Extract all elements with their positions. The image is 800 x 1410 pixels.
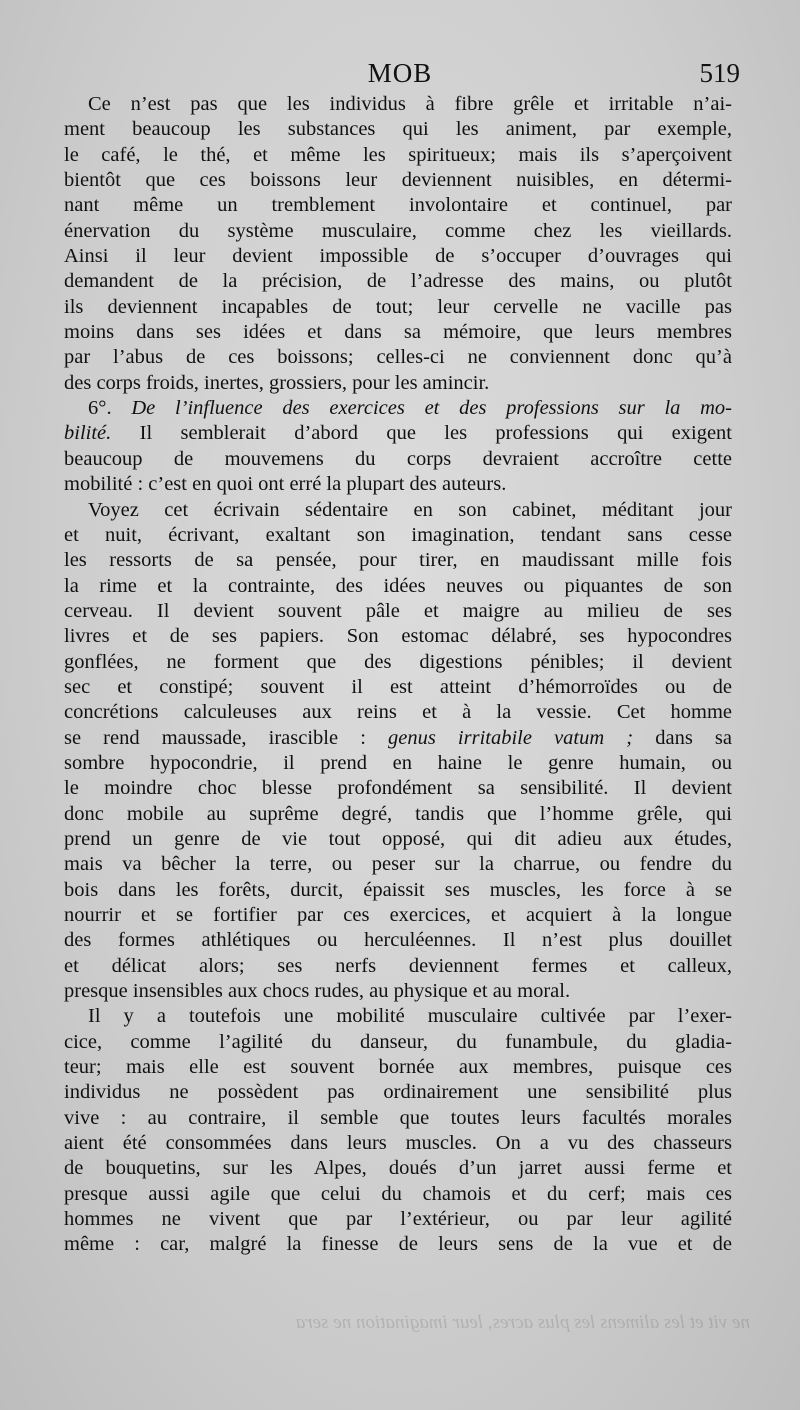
text-line: gonflées, ne forment que des digestions pénibles; il devient: [64, 650, 732, 673]
text-line: et délicat alors; ses nerfs deviennent fermes et calleux,: [64, 954, 732, 977]
text-line: sec et constipé; souvent il est atteint d’hémorroïdes ou de: [64, 675, 732, 698]
text-line: des corps froids, inertes, grossiers, pour les amincir.: [64, 371, 490, 394]
text-line: ment beaucoup les substances qui les animent, par exemple,: [64, 118, 732, 141]
text-line: ils deviennent incapables de tout; leur cervelle ne vacille pas: [64, 295, 732, 318]
text-line: demandent de la précision, de l’adresse des mains, ou plutôt: [64, 270, 732, 293]
text-line: Ce n’est pas que les individus à fibre grêle et irritable n’ai-: [88, 93, 732, 115]
text-line: donc mobile au suprême degré, tandis que l’homme grêle, qui: [64, 802, 732, 825]
latin-tail: dans sa: [633, 726, 732, 749]
text-line: moins dans ses idées et dans sa mémoire, que leurs membres: [64, 321, 732, 344]
text-line: beaucoup de mouvemens du corps devraient accroître cette: [64, 447, 732, 470]
text-line: des formes athlétiques ou herculéennes. Il n’est plus douillet: [64, 929, 732, 952]
text-line: hommes ne vivent que par l’extérieur, ou par leur agilité: [64, 1208, 732, 1231]
text-line: énervation du système musculaire, comme chez les vieillards.: [64, 219, 732, 242]
text-line: cerveau. Il devient souvent pâle et maigre au milieu de ses: [64, 599, 732, 622]
text-line: [64, 421, 732, 446]
text-line: individus ne possèdent pas ordinairement une sensibilité plus: [64, 1081, 732, 1104]
text-line: presque aussi agile que celui du chamois et du cerf; mais ces: [64, 1182, 732, 1205]
text-line: de bouquetins, sur les Alpes, doués d’un jarret aussi ferme et: [64, 1157, 732, 1180]
section-number: 6°.: [88, 397, 112, 420]
text-line: mais va bêcher la terre, ou peser sur la charrue, ou fendre du: [64, 853, 732, 876]
section-text: Il semblerait d’abord que les professions qui exigent: [139, 422, 733, 445]
text-line: cice, comme l’agilité du danseur, du funambule, du gladia-: [64, 1030, 732, 1053]
text-line: par l’abus de ces boissons; celles-ci ne conviennent donc qu’à: [64, 346, 732, 369]
running-title: MOB: [367, 58, 433, 88]
text-line: la rime et la contrainte, des idées neuves ou piquantes de son: [64, 574, 732, 597]
bleed-through-text: ne vit et les alimens les plus acres, leur imagination ne sera: [295, 1312, 750, 1333]
text-line: livres et de ses papiers. Son estomac délabré, ses hypocondres: [64, 625, 732, 648]
text-line: sombre hypocondrie, il prend en haine le genre humain, ou: [64, 751, 732, 774]
latin-lead: se rend maussade, irascible :: [64, 726, 388, 749]
text-line: aient été consommées dans leurs muscles. On a vu des chasseurs: [64, 1132, 732, 1155]
section-heading-end: bilité.: [64, 422, 112, 445]
text-line: prend un genre de vie tout opposé, qui dit adieu aux études,: [64, 827, 732, 850]
text-line: vive : au contraire, il semble que toutes leurs facultés morales: [64, 1106, 732, 1129]
text-line: bois dans les forêts, durcit, épaissit ses muscles, les force à se: [64, 878, 732, 901]
text-line: nourrir et se fortifier par ces exercices, et acquiert à la longue: [64, 904, 732, 926]
text-line: concrétions calculeuses aux reins et à la vessie. Cet homme: [64, 701, 732, 724]
text-line: bientôt que ces boissons leur deviennent nuisibles, en détermi-: [64, 169, 732, 192]
page-number: 519: [699, 58, 740, 88]
text-line: le café, le thé, et même les spiritueux; mais ils s’aperçoivent: [64, 143, 732, 166]
text-line: les ressorts de sa pensée, pour tirer, en maudissant mille fois: [64, 549, 732, 572]
text-line: Il y a toutefois une mobilité musculaire cultivée par l’exer-: [88, 1005, 732, 1028]
text-line: nant même un tremblement involontaire et continuel, par: [64, 194, 732, 217]
running-head: [60, 58, 740, 92]
section-heading: De l’influence des exercices et des professions sur la mo-: [131, 397, 733, 420]
section-heading-line: [64, 396, 732, 421]
text-line: le moindre choc blesse profondément sa sensibilité. Il devient: [64, 777, 732, 800]
latin-quote: genus irritabile vatum ;: [388, 726, 634, 749]
text-line: mobilité : c’est en quoi ont erré la plupart des auteurs.: [64, 473, 507, 496]
text-line: et nuit, écrivant, exaltant son imagination, tendant sans cesse: [64, 523, 732, 546]
text-line: Voyez cet écrivain sédentaire en son cabinet, méditant jour: [88, 498, 732, 521]
text-line: presque insensibles aux chocs rudes, au physique et au moral.: [64, 980, 571, 1003]
text-line: [64, 726, 732, 751]
text-line: Ainsi il leur devient impossible de s’occuper d’ouvrages qui: [64, 245, 732, 268]
body-text: [64, 92, 732, 1258]
text-line: même : car, malgré la finesse de leurs sens de la vue et de: [64, 1233, 732, 1256]
text-line: teur; mais elle est souvent bornée aux membres, puisque ces: [64, 1056, 732, 1079]
